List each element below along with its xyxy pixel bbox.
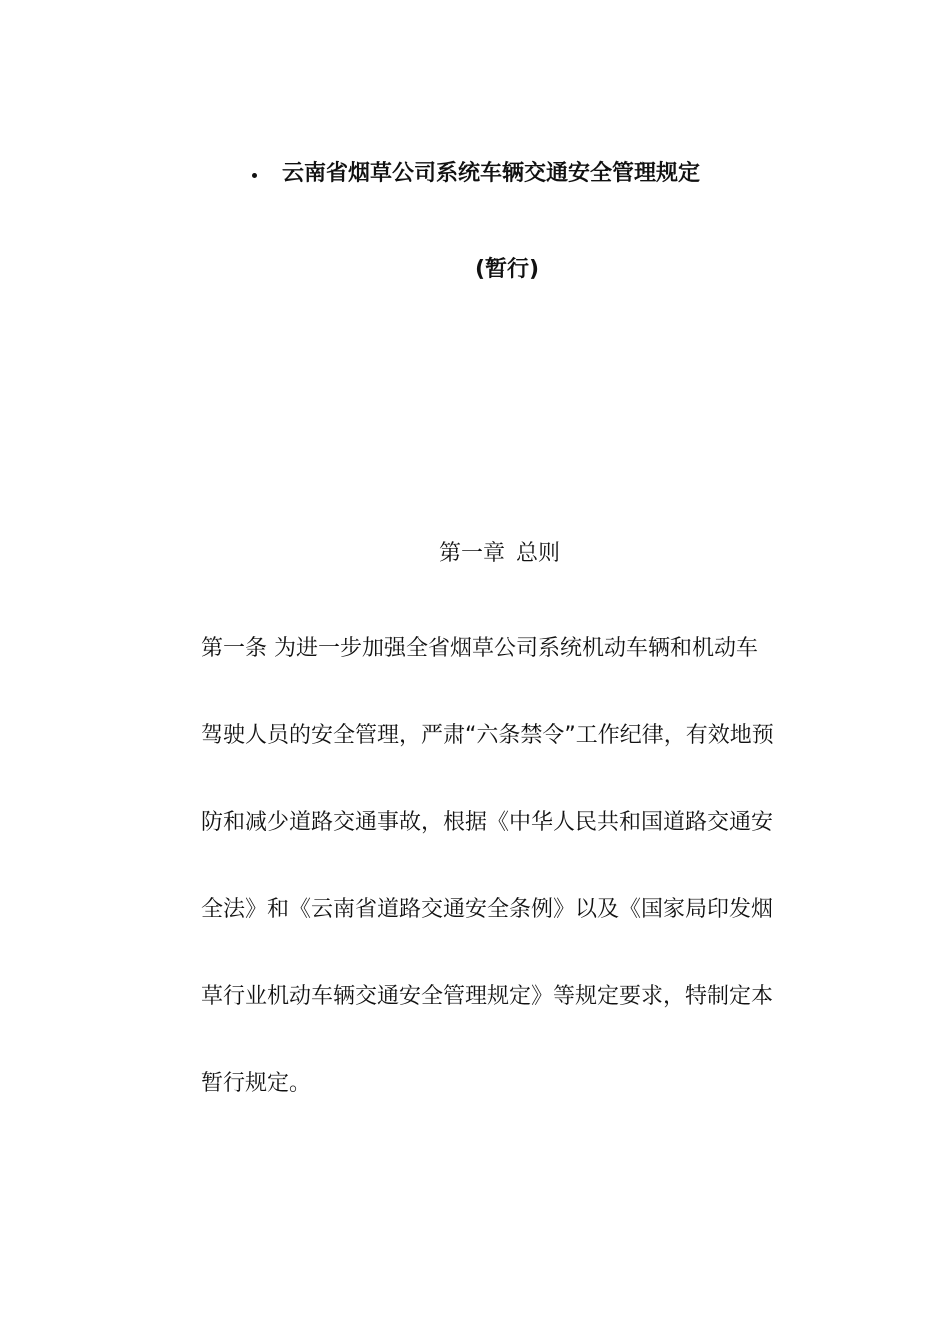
article-line: 全法》和《云南省道路交通安全条例》以及《国家局印发烟 bbox=[201, 897, 774, 922]
article-one bbox=[201, 631, 821, 1153]
chapter-heading: 第一章 总则 bbox=[439, 541, 560, 566]
article-line: 防和减少道路交通事故，根据《中华人民共和国道路交通安 bbox=[201, 810, 774, 835]
article-line: 暂行规定。 bbox=[201, 1071, 312, 1096]
bullet-icon bbox=[252, 173, 257, 178]
article-line: 第一条 为进一步加强全省烟草公司系统机动车辆和机动车 bbox=[201, 636, 758, 661]
title-row bbox=[252, 156, 752, 192]
article-line: 草行业机动车辆交通安全管理规定》等规定要求，特制定本 bbox=[201, 984, 774, 1009]
document-title: 云南省烟草公司系统车辆交通安全管理规定 bbox=[282, 161, 701, 186]
document-subtitle: (暂行) bbox=[475, 257, 540, 282]
article-line: 驾驶人员的安全管理，严肃“六条禁令”工作纪律，有效地预 bbox=[201, 723, 774, 748]
